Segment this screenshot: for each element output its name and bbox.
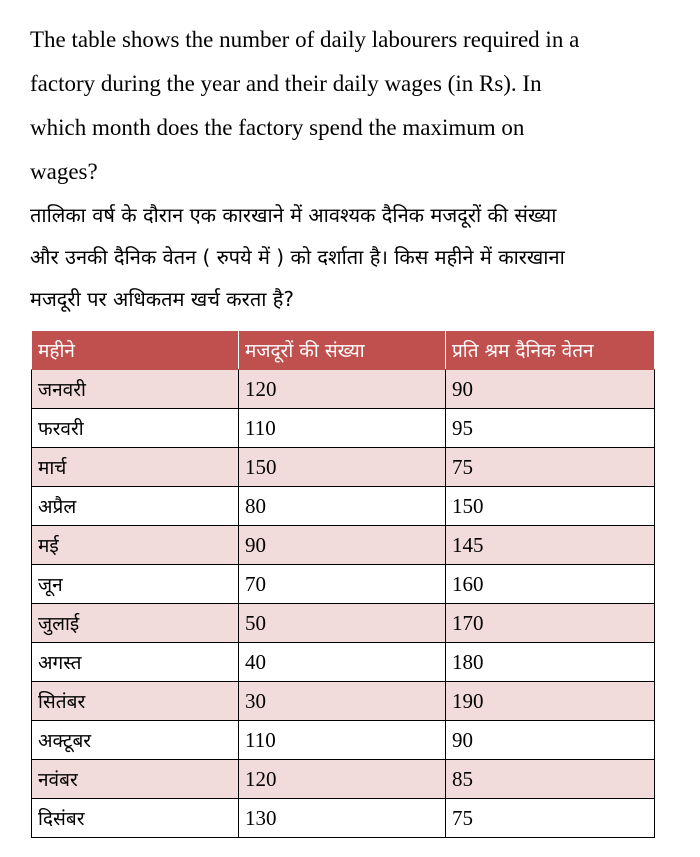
question-english-line: factory during the year and their daily wages (in Rs). In [30, 71, 542, 96]
month-cell: अक्टूबर [32, 721, 239, 760]
month-cell: नवंबर [32, 760, 239, 799]
table-row [32, 760, 655, 799]
question-english-line: wages? [30, 159, 98, 184]
labourers-cell: 110 [239, 409, 446, 448]
labourers-cell: 50 [239, 604, 446, 643]
wage-cell: 90 [446, 370, 655, 409]
month-cell: फरवरी [32, 409, 239, 448]
table-header-row [32, 331, 655, 370]
header-month: महीने [32, 331, 239, 370]
question-english-line: which month does the factory spend the maximum on [30, 115, 525, 140]
question-english-line: The table shows the number of daily labourers required in a [30, 27, 580, 52]
labourers-cell: 70 [239, 565, 446, 604]
labourers-cell: 90 [239, 526, 446, 565]
question-hindi-line: तालिका वर्ष के दौरान एक कारखाने में आवश्यक दैनिक मजदूरों की संख्या [30, 203, 557, 227]
wage-cell: 180 [446, 643, 655, 682]
month-cell: मार्च [32, 448, 239, 487]
question-hindi-line: मजदूरी पर अधिकतम खर्च करता है? [30, 287, 295, 311]
wage-cell: 145 [446, 526, 655, 565]
labourers-cell: 40 [239, 643, 446, 682]
labourers-cell: 120 [239, 370, 446, 409]
table-row [32, 604, 655, 643]
header-daily-wage: प्रति श्रम दैनिक वेतन [446, 331, 655, 370]
month-cell: मई [32, 526, 239, 565]
month-cell: अप्रैल [32, 487, 239, 526]
month-cell: सितंबर [32, 682, 239, 721]
table-row [32, 370, 655, 409]
header-labourers: मजदूरों की संख्या [239, 331, 446, 370]
labourers-cell: 80 [239, 487, 446, 526]
month-cell: दिसंबर [32, 799, 239, 838]
labour-wage-table [31, 330, 655, 838]
table-row [32, 682, 655, 721]
table-row [32, 526, 655, 565]
wage-cell: 150 [446, 487, 655, 526]
month-cell: जून [32, 565, 239, 604]
month-cell: अगस्त [32, 643, 239, 682]
table-row [32, 565, 655, 604]
wage-cell: 160 [446, 565, 655, 604]
table-row [32, 799, 655, 838]
labourers-cell: 150 [239, 448, 446, 487]
wage-cell: 85 [446, 760, 655, 799]
wage-cell: 75 [446, 799, 655, 838]
table-row [32, 409, 655, 448]
wage-cell: 170 [446, 604, 655, 643]
wage-cell: 95 [446, 409, 655, 448]
wage-cell: 190 [446, 682, 655, 721]
wage-cell: 75 [446, 448, 655, 487]
month-cell: जनवरी [32, 370, 239, 409]
table-row [32, 448, 655, 487]
question-hindi-line: और उनकी दैनिक वेतन ( रुपये में ) को दर्शाता है। किस महीने में कारखाना [30, 245, 565, 269]
table-row [32, 721, 655, 760]
question-text [30, 18, 670, 320]
month-cell: जुलाई [32, 604, 239, 643]
wage-cell: 90 [446, 721, 655, 760]
labourers-cell: 120 [239, 760, 446, 799]
labourers-cell: 110 [239, 721, 446, 760]
labourers-cell: 30 [239, 682, 446, 721]
table-row [32, 643, 655, 682]
table-row [32, 487, 655, 526]
labourers-cell: 130 [239, 799, 446, 838]
